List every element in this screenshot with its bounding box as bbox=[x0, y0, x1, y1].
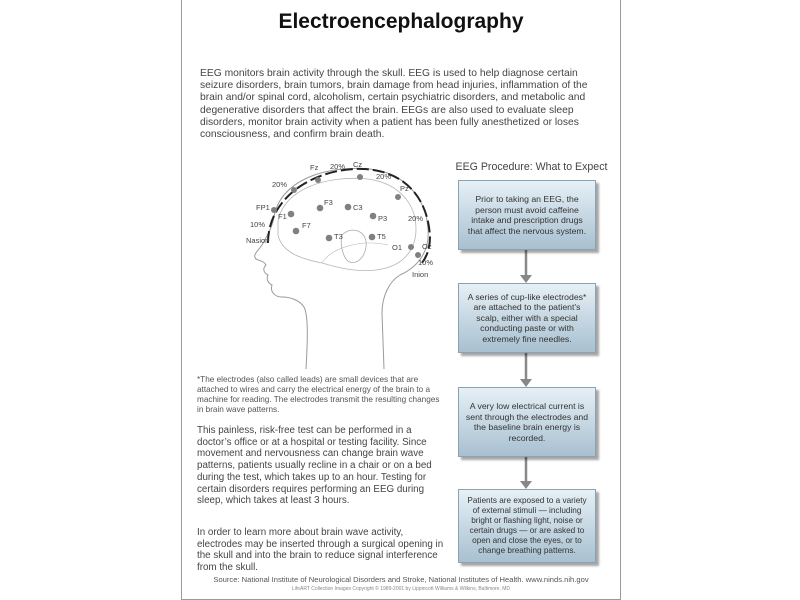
label-pct-cz-pz: 20% bbox=[376, 172, 392, 181]
source-citation: Source: National Institute of Neurological Disorders and Stroke, National Institutes of Health. www.ninds.nih.gov bbox=[213, 575, 589, 584]
test-description-paragraph: This painless, risk-free test can be performed in a doctor’s office or at a hospital or testing facility. Since movement and nervousness can change brain wave patterns, patients usually recline in a chair or on a bed during the test, which takes up to an hour. Testing for certain disorders requires performing an EEG during sleep, which takes at least 3 hours. bbox=[197, 425, 432, 507]
label-inion: Inion bbox=[412, 270, 429, 279]
label-cz: Cz bbox=[353, 160, 363, 169]
copyright-notice: LifeART Collection Images Copyright © 1989-2001 by Lippincott Williams & Wilkins, Baltimore, MD bbox=[291, 586, 511, 592]
arrow-3-head bbox=[520, 481, 532, 489]
label-pct-back: 10% bbox=[418, 258, 434, 267]
label-oz: Oz bbox=[422, 242, 432, 251]
head-outline bbox=[274, 168, 428, 369]
electrode-t3 bbox=[326, 235, 333, 242]
ear-outline bbox=[341, 230, 366, 262]
electrode-c3 bbox=[345, 204, 352, 211]
electrode-f7 bbox=[293, 228, 300, 235]
arrow-1-head bbox=[520, 275, 532, 283]
electrode-cz bbox=[357, 174, 363, 180]
electrode-pz bbox=[395, 194, 401, 200]
label-pz: Pz bbox=[400, 184, 409, 193]
document-page bbox=[181, 0, 621, 600]
label-pct-front: 10% bbox=[250, 220, 266, 229]
label-t5: T5 bbox=[377, 232, 386, 241]
electrode-fz-edge bbox=[291, 187, 297, 193]
label-f3: F3 bbox=[324, 198, 333, 207]
procedure-title: EEG Procedure: What to Expect bbox=[455, 161, 608, 173]
label-o1: O1 bbox=[392, 243, 403, 252]
electrode-t5 bbox=[369, 234, 376, 241]
arrow-2-head bbox=[520, 379, 532, 387]
label-f1: F1 bbox=[278, 212, 287, 221]
procedure-step-text: Patients are exposed to a variety of external stimuli — including bright or flashing light, noise or certain drugs — or are asked to open and close the eyes, or to change breathing patterns. bbox=[467, 496, 587, 555]
electrode-fp1 bbox=[271, 207, 277, 213]
label-c3: C3 bbox=[353, 203, 363, 212]
label-pct-fz-cz: 20% bbox=[330, 162, 346, 171]
label-pct-f: 20% bbox=[272, 180, 288, 189]
procedure-step-text: Prior to taking an EEG, the person must avoid caffeine intake and prescription drugs that affect the nervous system. bbox=[467, 194, 587, 236]
electrode-p3 bbox=[370, 213, 377, 220]
label-t3: T3 bbox=[334, 232, 343, 241]
electrode-f3 bbox=[317, 205, 324, 212]
label-fz: Fz bbox=[310, 163, 319, 172]
procedure-step-3 bbox=[458, 387, 596, 457]
electrode-f1 bbox=[288, 211, 295, 218]
brain-wave-paragraph: In order to learn more about brain wave activity, electrodes may be inserted through a surgical opening in the skull and into the brain to reduce signal interference from the skull. bbox=[197, 527, 444, 574]
brain-outline bbox=[278, 178, 416, 270]
label-p3: P3 bbox=[378, 214, 388, 223]
procedure-step-4 bbox=[458, 489, 596, 563]
head-electrode-diagram bbox=[222, 155, 437, 370]
electrode-o1 bbox=[408, 244, 414, 250]
electrode-fz bbox=[315, 177, 321, 183]
label-fp1: FP1 bbox=[256, 203, 270, 212]
procedure-step-2 bbox=[458, 283, 596, 353]
electrode-footnote: *The electrodes (also called leads) are small devices that are attached to wires and carry the electrical energy of the brain to a machine for reading. The electrodes transmit the resulting changes in brain wave patterns. bbox=[197, 375, 440, 414]
label-f7: F7 bbox=[302, 221, 311, 230]
page-title: Electroencephalography bbox=[278, 10, 524, 33]
procedure-step-1 bbox=[458, 180, 596, 250]
intro-paragraph: EEG monitors brain activity through the skull. EEG is used to help diagnose certain seizure disorders, brain tumors, brain damage from head injuries, inflammation of the brain and/or spinal cord, alcoholism, certain psychiatric disorders, and metabolic and degenerative disorders that affect the brain. EEGs are also used to evaluate sleep disorders, monitor brain activity when a patient has been fully anesthetized or loses consciousness, and confirm brain death. bbox=[200, 68, 588, 141]
procedure-step-text: A series of cup-like electrodes* are attached to the patient’s scalp, either with a special conducting paste or with extremely fine needles. bbox=[467, 291, 587, 344]
label-pct-p: 20% bbox=[408, 214, 424, 223]
procedure-step-text: A very low electrical current is sent through the electrodes and the baseline brain energy is recorded. bbox=[465, 401, 589, 443]
label-nasion: Nasion bbox=[246, 236, 270, 245]
